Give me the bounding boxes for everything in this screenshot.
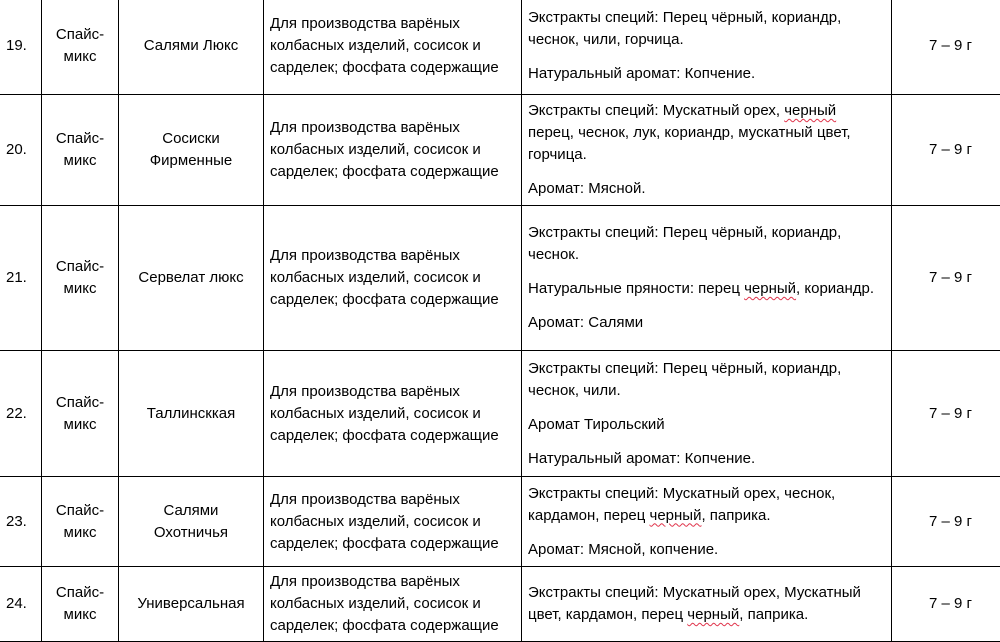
brand-name: Спайс-микс — [42, 206, 119, 351]
brand-name: Спайс-микс — [42, 567, 119, 642]
usage-description: Для производства варёных колбасных изделий, сосисок и сарделек; фосфата содержащие — [264, 206, 522, 351]
dosage: 7 – 9 г — [892, 0, 1000, 95]
composition-text: Натуральный аромат: Копчение. — [528, 65, 755, 82]
table-row — [0, 351, 1000, 477]
composition — [522, 206, 892, 351]
composition-text: Аромат: Салями — [528, 314, 643, 331]
product-name: Салями Люкс — [119, 0, 264, 95]
composition-text: Экстракты специй: Мускатный орех, Мускатный цвет, кардамон, перец — [528, 584, 861, 623]
composition-text: Экстракты специй: Мускатный орех, чеснок, кардамон, перец — [528, 485, 835, 524]
table-row — [0, 0, 1000, 95]
product-name: Салями Охотничья — [119, 477, 264, 567]
composition-line — [528, 7, 885, 51]
dosage: 7 – 9 г — [892, 95, 1000, 206]
table-row — [0, 567, 1000, 642]
usage-description: Для производства варёных колбасных изделий, сосисок и сарделек; фосфата содержащие — [264, 351, 522, 477]
spellcheck-flagged-word: черный — [744, 280, 796, 297]
composition-text: перец, чеснок, лук, кориандр, мускатный цвет, горчица. — [528, 124, 851, 163]
composition-text: Экстракты специй: Перец чёрный, кориандр, чеснок, чили, горчица. — [528, 9, 841, 48]
composition-text: Экстракты специй: Перец чёрный, кориандр, чеснок. — [528, 224, 841, 263]
brand-name: Спайс-микс — [42, 0, 119, 95]
dosage: 7 – 9 г — [892, 477, 1000, 567]
usage-description: Для производства варёных колбасных изделий, сосисок и сарделек; фосфата содержащие — [264, 95, 522, 206]
composition-text: Натуральные пряности: перец — [528, 280, 744, 297]
composition-line — [528, 100, 885, 166]
brand-name: Спайс-микс — [42, 477, 119, 567]
composition-text: Аромат: Мясной, копчение. — [528, 541, 718, 558]
row-number: 23. — [0, 477, 42, 567]
composition-line — [528, 448, 885, 470]
composition-line — [528, 358, 885, 402]
table-row — [0, 477, 1000, 567]
brand-name: Спайс-микс — [42, 351, 119, 477]
composition-text: Аромат: Мясной. — [528, 180, 646, 197]
row-number: 20. — [0, 95, 42, 206]
usage-description: Для производства варёных колбасных изделий, сосисок и сарделек; фосфата содержащие — [264, 0, 522, 95]
product-name: Сервелат люкс — [119, 206, 264, 351]
composition-line — [528, 278, 885, 300]
composition — [522, 95, 892, 206]
composition — [522, 351, 892, 477]
table-row — [0, 206, 1000, 351]
spellcheck-flagged-word: черный — [650, 507, 702, 524]
composition-line — [528, 312, 885, 334]
row-number: 21. — [0, 206, 42, 351]
composition-line — [528, 63, 885, 85]
composition-line — [528, 178, 885, 200]
dosage: 7 – 9 г — [892, 206, 1000, 351]
composition-text: Натуральный аромат: Копчение. — [528, 450, 755, 467]
composition — [522, 567, 892, 642]
composition-text: Экстракты специй: Перец чёрный, кориандр, чеснок, чили. — [528, 360, 841, 399]
dosage: 7 – 9 г — [892, 567, 1000, 642]
composition-line — [528, 539, 885, 561]
composition-line — [528, 582, 885, 626]
composition-text: , паприка. — [739, 606, 808, 623]
row-number: 22. — [0, 351, 42, 477]
composition-text: , паприка. — [701, 507, 770, 524]
brand-name: Спайс-микс — [42, 95, 119, 206]
dosage: 7 – 9 г — [892, 351, 1000, 477]
composition — [522, 477, 892, 567]
product-name: Сосиски Фирменные — [119, 95, 264, 206]
row-number: 24. — [0, 567, 42, 642]
composition-line — [528, 222, 885, 266]
spellcheck-flagged-word: черный — [784, 102, 836, 119]
product-name: Универсальная — [119, 567, 264, 642]
product-name: Таллинсккая — [119, 351, 264, 477]
table-row — [0, 95, 1000, 206]
spellcheck-flagged-word: черный — [687, 606, 739, 623]
usage-description: Для производства варёных колбасных изделий, сосисок и сарделек; фосфата содержащие — [264, 477, 522, 567]
row-number: 19. — [0, 0, 42, 95]
composition-text: Экстракты специй: Мускатный орех, — [528, 102, 784, 119]
composition-text: , кориандр. — [796, 280, 874, 297]
usage-description: Для производства варёных колбасных изделий, сосисок и сарделек; фосфата содержащие — [264, 567, 522, 642]
composition-line — [528, 483, 885, 527]
composition-line — [528, 414, 885, 436]
composition-text: Аромат Тирольский — [528, 416, 665, 433]
composition — [522, 0, 892, 95]
